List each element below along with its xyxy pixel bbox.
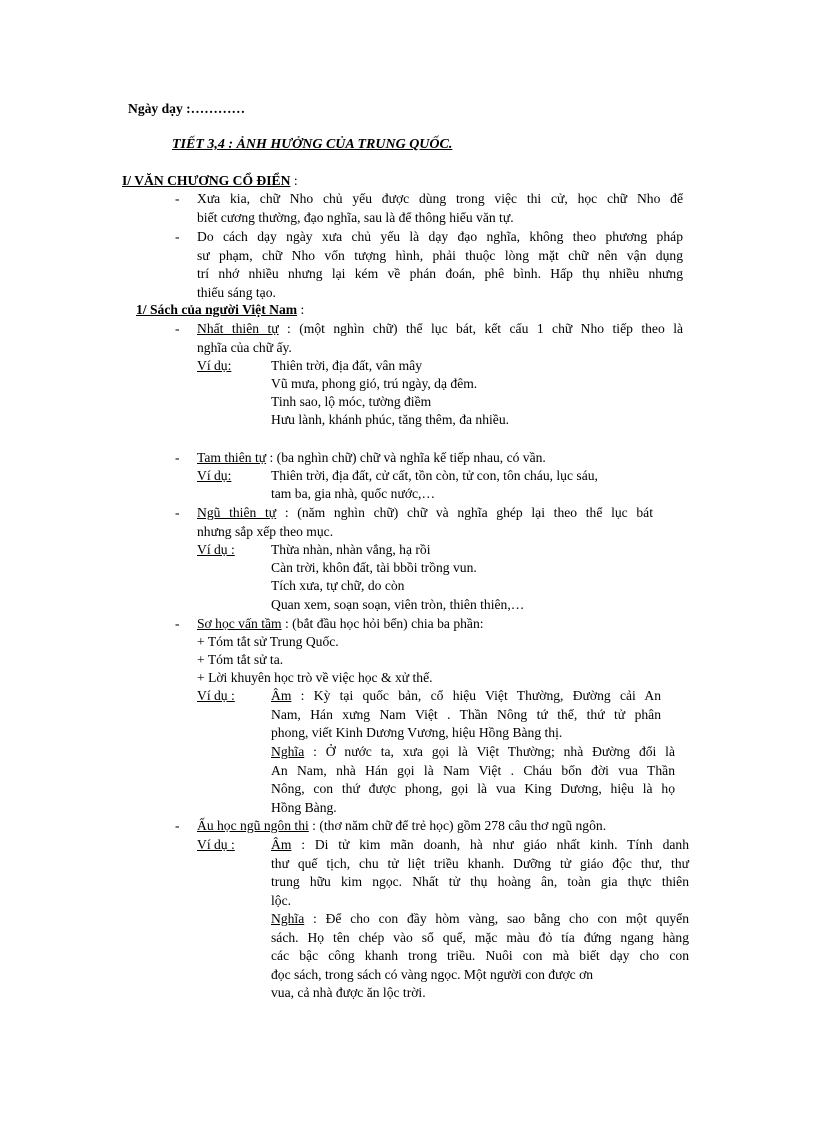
example-line: Tích xưa, tự chữ, do còn bbox=[271, 578, 405, 593]
am-label: Âm bbox=[271, 837, 292, 852]
text-line: sư phạm, chữ Nho vốn tượng hình, phải thuộc lòng mặt chữ nên vận dụng bbox=[197, 247, 683, 263]
text-line: đọc sách, trong sách có vàng ngọc. Một người con được ơn bbox=[271, 966, 594, 982]
bullet-dash: - bbox=[175, 818, 180, 833]
book-entry-tam-thien-tu bbox=[197, 449, 546, 467]
lesson-title: TIẾT 3,4 : ẢNH HƯỞNG CỦA TRUNG QUỐC. bbox=[172, 137, 453, 152]
bullet-dash: - bbox=[175, 616, 180, 631]
nghia-text: : Để cho con đầy hòm vàng, sao bằng cho con một quyển bbox=[304, 911, 689, 926]
am-paragraph bbox=[271, 687, 661, 743]
text-line: thư quế tịch, chu tử liệt triều khanh. Dưỡng tử giáo độc thư, thư bbox=[271, 855, 689, 871]
nghia-text: : Ở nước ta, xưa gọi là Việt Thường; nhà Đường đổi là bbox=[304, 744, 675, 759]
example-line: Tinh sao, lộ móc, tường điềm bbox=[271, 394, 432, 409]
example-line: Thiên trời, địa đất, cử cất, tồn còn, tử con, tôn cháu, lục sáu, bbox=[271, 468, 598, 483]
text-line: vua, cả nhà được ăn lộc trời. bbox=[271, 985, 426, 1001]
plus-item: + Tóm tắt sử Trung Quốc. bbox=[197, 634, 339, 649]
text-line: phong, viết Kinh Dương Vương, hiệu Hồng Bàng thị. bbox=[271, 725, 563, 741]
subsection-heading bbox=[136, 301, 304, 319]
example-label: Ví dụ: bbox=[197, 358, 232, 373]
example-line: Vũ mưa, phong gió, trú ngày, dạ đêm. bbox=[271, 376, 478, 391]
text-line bbox=[271, 910, 689, 929]
text-line: các bậc công khanh trong triều. Nuôi con mà biết dạy cho con bbox=[271, 948, 689, 964]
bullet-dash: - bbox=[175, 229, 180, 244]
subsection-heading-text: 1/ Sách của người Việt Nam bbox=[136, 302, 298, 317]
am-paragraph bbox=[271, 836, 689, 910]
text-line: Hồng Bàng. bbox=[271, 799, 337, 815]
bullet-dash: - bbox=[175, 505, 180, 520]
text-line bbox=[271, 743, 675, 762]
section-heading-colon: : bbox=[290, 173, 298, 188]
text-line: trí nhớ nhiều nhưng lại kém về phán đoán, phê bình. Hấp thụ nhiều nhưng bbox=[197, 266, 683, 282]
section-heading bbox=[122, 172, 298, 190]
am-text: : Kỳ tại quốc bản, cổ hiệu Việt Thường, Đường cải An bbox=[291, 688, 661, 703]
nghia-paragraph bbox=[271, 743, 675, 817]
example-line: tam ba, gia nhà, quốc nước,… bbox=[271, 486, 436, 501]
example-label: Ví dụ : bbox=[197, 688, 235, 703]
example-label: Ví dụ : bbox=[197, 837, 235, 852]
book-desc: : (bắt đầu học hỏi bến) chia ba phần: bbox=[281, 616, 484, 631]
text-line bbox=[271, 836, 689, 855]
text-line: Xưa kia, chữ Nho chủ yếu được dùng trong việc thi cử, học chữ Nho để bbox=[197, 191, 683, 206]
text-line bbox=[197, 320, 683, 339]
text-line bbox=[197, 504, 653, 523]
date-line: Ngày dạy :………… bbox=[128, 101, 246, 116]
example-label: Ví dụ: bbox=[197, 468, 232, 483]
text-line: An Nam, nhà Hán gọi là Nam Việt . Cháu bốn đời vua Thần bbox=[271, 762, 675, 778]
example-label: Ví dụ : bbox=[197, 542, 235, 557]
book-term: Sơ học vấn tầm bbox=[197, 616, 282, 631]
text-line: trung hữu kim ngọc. Nhất tử thụ hoàng ân, toàn gia thực thiên bbox=[271, 874, 689, 890]
bullet-dash: - bbox=[175, 191, 180, 206]
book-desc: : (năm nghìn chữ) chữ và nghĩa ghép lại theo thể lục bát bbox=[276, 505, 653, 520]
plus-item: + Lời khuyên học trò về việc học & xử thế. bbox=[197, 670, 433, 685]
section-heading-text: I/ VĂN CHƯƠNG CỔ ĐIỂN bbox=[122, 173, 291, 188]
nghia-paragraph bbox=[271, 910, 689, 1003]
book-term: Ấu học ngũ ngôn thi bbox=[197, 818, 309, 833]
bullet-paragraph bbox=[197, 228, 683, 302]
bullet-paragraph bbox=[197, 190, 683, 227]
text-line: sách. Họ tên chép vào sổ quế, mặc màu đỏ tía đứng ngang hàng bbox=[271, 929, 689, 945]
book-entry-ngu-thien-tu bbox=[197, 504, 653, 541]
text-line: biết cương thường, đạo nghĩa, sau là để thông hiểu văn tự. bbox=[197, 209, 514, 225]
book-term: Ngũ thiên tự bbox=[197, 505, 277, 520]
text-line: lộc. bbox=[271, 892, 292, 908]
book-term: Nhất thiên tự bbox=[197, 321, 279, 336]
example-line: Quan xem, soạn soạn, viên tròn, thiên thiên,… bbox=[271, 597, 525, 612]
plus-item: + Tóm tắt sử ta. bbox=[197, 652, 284, 667]
am-label: Âm bbox=[271, 688, 292, 703]
book-entry-so-hoc-van-tam bbox=[197, 615, 484, 633]
book-desc: : (một nghìn chữ) thể lục bát, kết cấu 1 chữ Nho tiếp theo là bbox=[278, 321, 684, 336]
book-desc: : (thơ năm chữ để trẻ học) gồm 278 câu thơ ngũ ngôn. bbox=[308, 818, 607, 833]
text-line: Do cách dạy ngày xưa chủ yếu là dạy đạo nghĩa, không theo phương pháp bbox=[197, 229, 683, 244]
example-line: Thiên trời, địa đất, vân mây bbox=[271, 358, 423, 373]
book-entry-au-hoc bbox=[197, 817, 606, 835]
example-line: Càn trời, khôn đất, tài bbồi trồng vun. bbox=[271, 560, 477, 575]
text-line: thiếu sáng tạo. bbox=[197, 284, 276, 300]
example-line: Hưu lành, khánh phúc, tăng thêm, đa nhiều. bbox=[271, 412, 510, 427]
text-line: Nông, con thứ được phong, gọi là vua King Dương, hiệu là họ bbox=[271, 781, 675, 797]
text-line bbox=[271, 687, 661, 706]
book-term: Tam thiên tự bbox=[197, 450, 267, 465]
example-line: Thừa nhàn, nhàn vắng, hạ rồi bbox=[271, 542, 431, 557]
bullet-dash: - bbox=[175, 321, 180, 336]
text-line: nhưng sắp xếp theo mục. bbox=[197, 523, 334, 539]
text-line: Nam, Hán xưng Nam Việt . Thần Nông tứ thế, thứ tử phân bbox=[271, 706, 661, 722]
book-entry-nhat-thien-tu bbox=[197, 320, 683, 357]
bullet-dash: - bbox=[175, 450, 180, 465]
nghia-label: Nghĩa bbox=[271, 744, 305, 759]
nghia-label: Nghĩa bbox=[271, 911, 305, 926]
text-line: nghĩa của chữ ấy. bbox=[197, 339, 292, 355]
am-text: : Di tử kim mãn doanh, hà như giáo nhất kinh. Tính danh bbox=[291, 837, 689, 852]
subsection-heading-colon: : bbox=[297, 302, 305, 317]
book-desc: : (ba nghìn chữ) chữ và nghĩa kế tiếp nhau, có vần. bbox=[266, 450, 546, 465]
